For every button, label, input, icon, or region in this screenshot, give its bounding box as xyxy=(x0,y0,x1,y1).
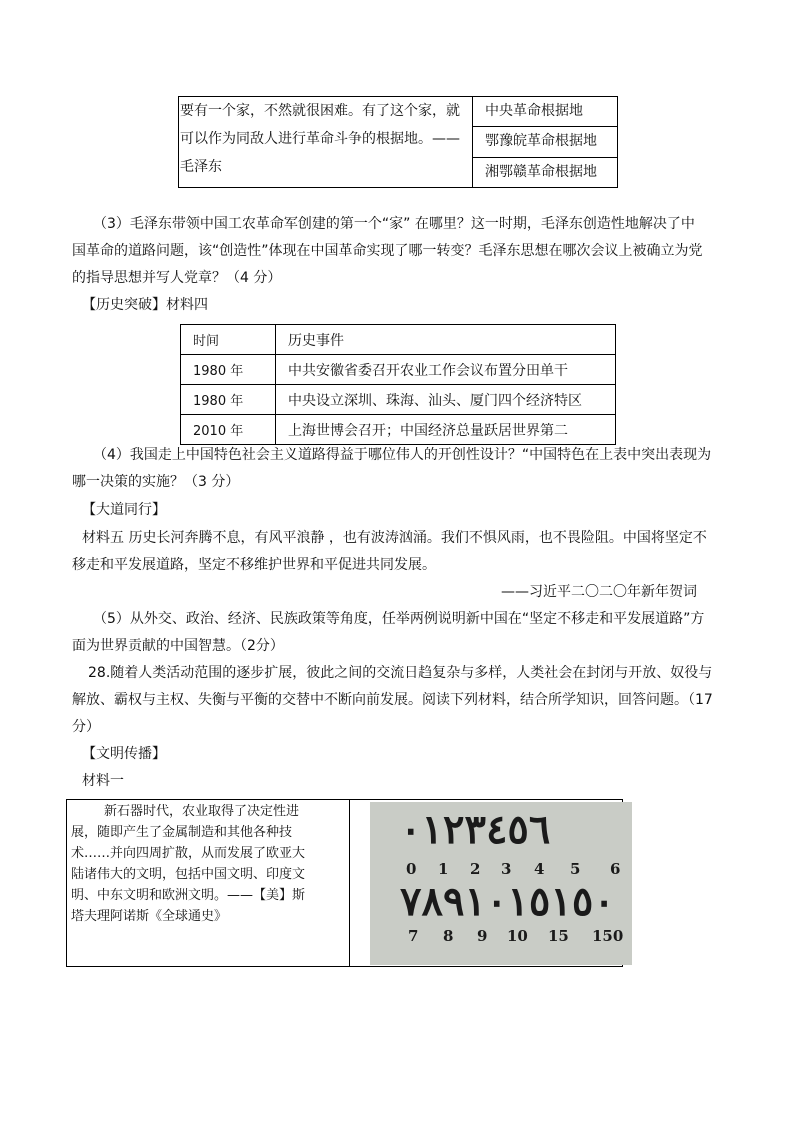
row-year: 1980 年 xyxy=(181,355,276,385)
material1-label: 材料一 xyxy=(82,773,124,789)
table-row xyxy=(181,355,616,385)
text-line: 陆诸伟大的文明，包括中国文明、印度文 xyxy=(71,867,306,882)
row-event: 中央设立深圳、珠海、汕头、厦门四个经济特区 xyxy=(276,385,616,415)
q4-line1: （4）我国走上中国特色社会主义道路得益于哪位伟人的开创性设计？“中国特色在上表中突出表现为 xyxy=(93,447,712,463)
numeral-label: 4 xyxy=(534,860,545,878)
base-cell xyxy=(473,157,618,187)
mao-quote-cell xyxy=(179,97,473,188)
numeral-label: 150 xyxy=(592,927,624,945)
text-line: 明、中东文明和欧洲文明。——【美】斯 xyxy=(71,888,306,903)
header-event: 历史事件 xyxy=(276,325,616,355)
arabic-numerals-row1: ٠١٢٣٤٥٦ xyxy=(400,806,551,853)
numeral-label: 6 xyxy=(610,860,621,878)
table-row xyxy=(181,385,616,415)
numerals-image-cell xyxy=(350,800,623,967)
material1-text-cell xyxy=(67,800,350,967)
material1-table xyxy=(66,799,623,967)
numeral-label: 8 xyxy=(443,927,454,945)
numeral-label: 9 xyxy=(477,927,488,945)
q28-line1: 28.随着人类活动范围的逐步扩展，彼此之间的交流日趋复杂与多样，人类社会在封闭与开放、奴役与 xyxy=(88,665,713,681)
q28-line3: 分） xyxy=(72,719,100,735)
events-table xyxy=(180,324,616,445)
row-year: 1980 年 xyxy=(181,385,276,415)
text-line: 塔夫理阿诺斯《全球通史》 xyxy=(71,909,228,924)
numeral-label: 0 xyxy=(406,860,417,878)
base-cell xyxy=(473,97,618,127)
row-event: 中共安徽省委召开农业工作会议布置分田单干 xyxy=(276,355,616,385)
text-line: 术……并向四周扩散，从而发展了欧亚大 xyxy=(71,846,306,861)
material5-source: ——习近平二〇二〇年新年贺词 xyxy=(501,584,697,600)
q5-line2: 面为世界贡献的中国智慧。（2分） xyxy=(72,638,284,654)
numeral-label: 7 xyxy=(408,927,419,945)
header-time: 时间 xyxy=(181,325,276,355)
numeral-label: 15 xyxy=(548,927,569,945)
text-line: 新石器时代，农业取得了决定性进 xyxy=(71,804,300,819)
material5-line1: 材料五 历史长河奔腾不息，有风平浪静 ，也有波涛汹涌。我们不惧风雨，也不畏险阻。中国将坚定不 xyxy=(82,530,707,546)
table-row xyxy=(181,415,616,445)
section-road: 【大道同行】 xyxy=(82,502,166,518)
mao-quote: 要有一个家，不然就很困难。有了这个家，就可以作为同敌人进行革命斗争的根据地。——毛泽东 xyxy=(180,103,460,175)
q5-line1: （5）从外交、政治、经济、民族政策等角度，任举两例说明新中国在“坚定不移走和平发展道路”方 xyxy=(93,611,705,627)
arabic-numerals-row2: ٧٨٩١٠١٥١٥٠ xyxy=(400,878,615,925)
base-name: 中央革命根据地 xyxy=(485,103,583,119)
base-name: 鄂豫皖革命根据地 xyxy=(485,133,597,150)
base-cell xyxy=(473,127,618,157)
q3-line1: （3）毛泽东带领中国工农革命军创建的第一个“家” 在哪里？这一时期，毛泽东创造性地解决了中 xyxy=(93,216,695,232)
q3-line2: 国革命的道路问题，该“创造性”体现在中国革命实现了哪一转变？毛泽东思想在哪次会议上被确立为党 xyxy=(72,243,703,259)
numeral-label: 3 xyxy=(501,860,512,878)
arabic-numerals-image xyxy=(370,802,632,965)
base-name: 湘鄂赣革命根据地 xyxy=(485,163,597,180)
text-line: 展，随即产生了金属制造和其他各种技 xyxy=(71,825,293,840)
q4-line2: 哪一决策的实施？（3 分） xyxy=(72,474,240,490)
q28-line2: 解放、霸权与主权、失衡与平衡的交替中不断向前发展。阅读下列材料，结合所学知识，回答问题。（17 xyxy=(72,692,713,708)
section-civilization: 【文明传播】 xyxy=(82,746,166,762)
row-event: 上海世博会召开；中国经济总量跃居世界第二 xyxy=(276,415,616,445)
section-breakthrough: 【历史突破】材料四 xyxy=(82,297,208,313)
q3-line3: 的指导思想并写人党章？（4 分） xyxy=(72,270,282,286)
numeral-label: 5 xyxy=(570,860,581,878)
numeral-label: 1 xyxy=(438,860,449,878)
table-header-row xyxy=(181,325,616,355)
numeral-label: 10 xyxy=(507,927,528,945)
numeral-label: 2 xyxy=(470,860,481,878)
base-areas-table xyxy=(178,96,618,188)
material5-line2: 移走和平发展道路，坚定不移维护世界和平促进共同发展。 xyxy=(72,557,436,573)
row-year: 2010 年 xyxy=(181,415,276,445)
